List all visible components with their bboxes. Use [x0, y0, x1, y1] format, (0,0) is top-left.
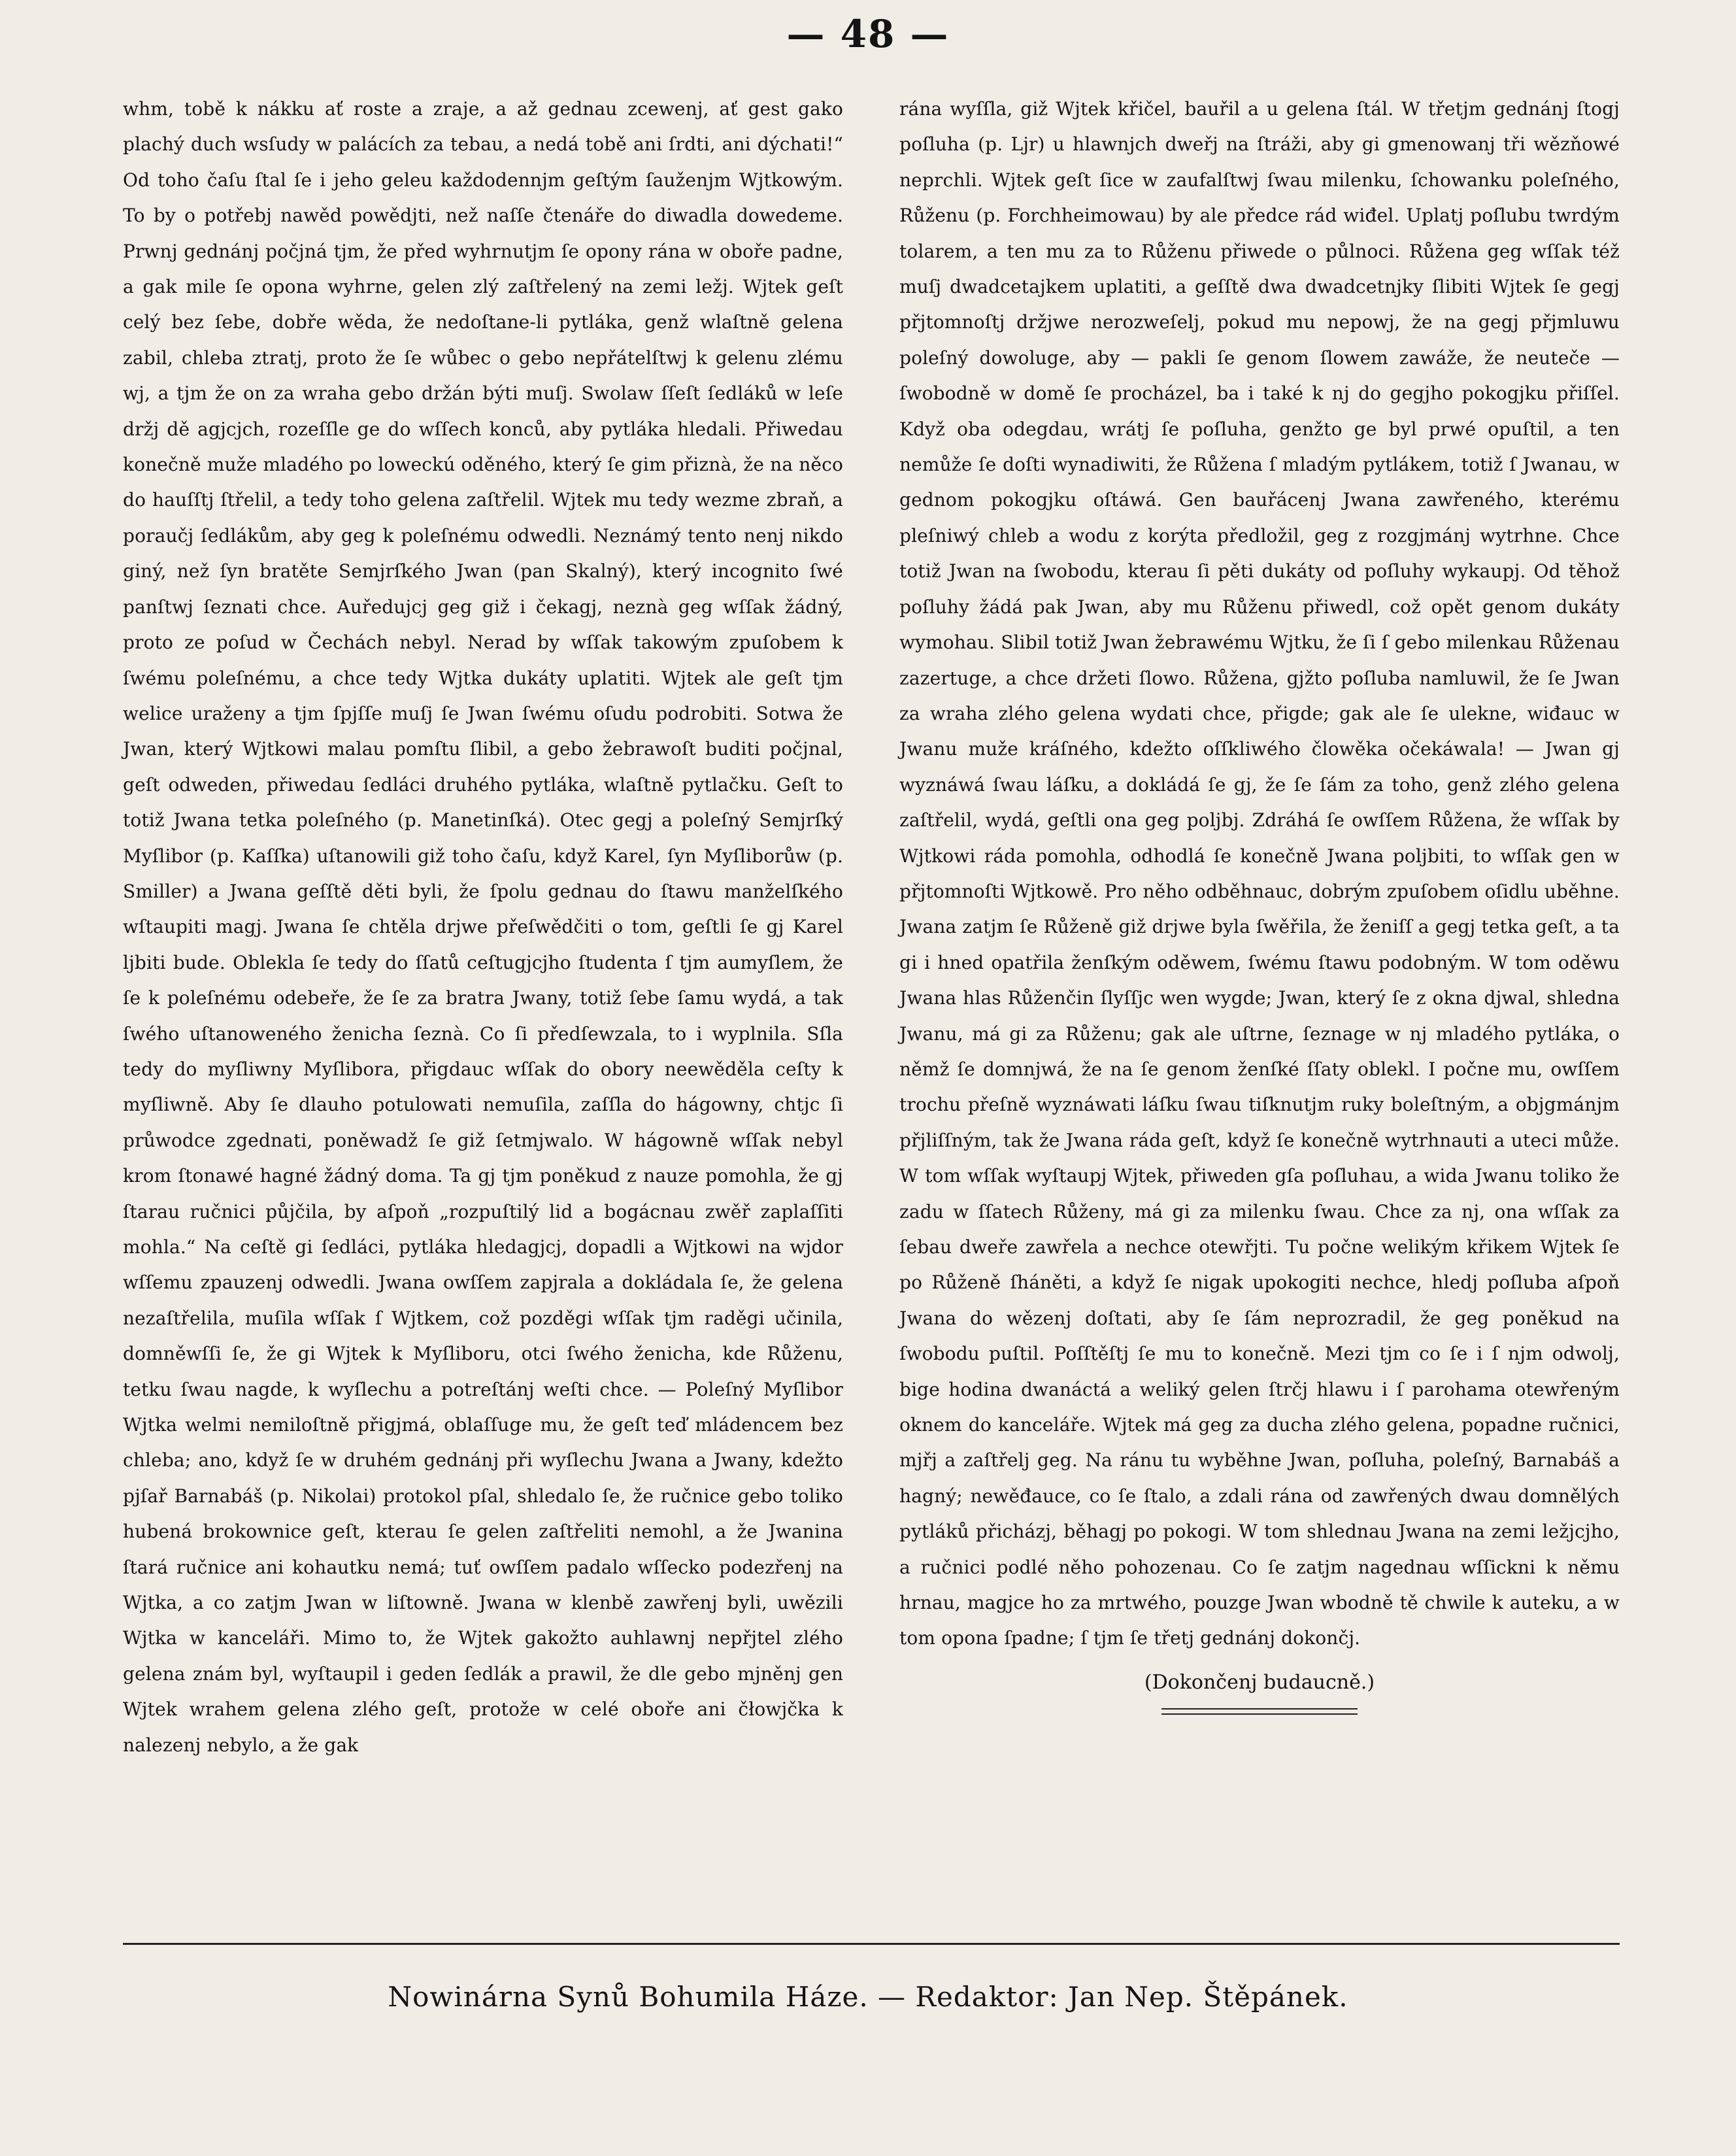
article-columns — [123, 92, 1620, 1763]
left-column-text: whm, tobě k nákku ať roste a zraje, a až gednau zcewenj, ať gest gako plachý duch wsſudy w palácích za tebau, a nedá tobě ani ſrdti, ani dýchati!“ Od toho čaſu ſtal ſe i jeho geleu každodennjm geſtým ſauženjm Wjtkowým. To by o potřebj nawěd powědjti, než naſſe čtenáře do diwadla dowedeme. Prwnj gednánj počjná tjm, že před wyhrnutjm ſe opony rána w oboře padne, a gak mile ſe opona wyhrne, gelen zlý zaſtřelený na zemi ležj. Wjtek geſt celý bez ſebe, dobře wěda, že nedoſtane-li pytláka, genž wlaſtně gelena zabil, chleba ztratj, proto že ſe wůbec o gebo nepřátelſtwj k gelenu zlému wj, a tjm že on za wraha gebo držán býti muſj. Swolaw ſſeſt ſedláků w leſe držj dě agjcjch, rozeſſle ge do wſſech konců, aby pytláka hledali. Přiwedau konečně muže mladého po loweckú oděného, který ſe gim přiznà, že na něco do hauſſtj ſtřelil, a tedy toho gelena zaſtřelil. Wjtek mu tedy wezme zbraň, a poraučj ſedlákům, aby geg k poleſnému odwedli. Neznámý tento nenj nikdo giný, než ſyn bratěte Semjrſkého Jwan (pan Skalný), který incognito ſwé panſtwj ſeznati chce. Auředujcj geg giž i čekagj, neznà geg wſſak žádný, proto ze poſud w Čechách nebyl. Nerad by wſſak takowým zpuſobem k ſwému poleſnému, a chce tedy Wjtka dukáty uplatiti. Wjtek ale geſt tjm welice uraženy a tjm ſpjſſe muſj ſe Jwan ſwému oſudu podrobiti. Sotwa že Jwan, který Wjtkowi malau pomſtu ſlibil, a gebo žebrawoſt buditi počjnal, geſt odweden, přiwedau ſedláci druhého pytláka, wlaſtně pytlačku. Geſt to totiž Jwana tetka poleſného (p. Manetinſká). Otec gegj a poleſný Semjrſký Myſlibor (p. Kaſſka) uſtanowili giž toho čaſu, když Karel, ſyn Myſliborůw (p. Smiller) a Jwana geſſtě děti byli, že ſpolu gednau do ſtawu manželſkého wſtaupiti magj. Jwana ſe chtěla drjwe přeſwědčiti o tom, geſtli ſe gj Karel ljbiti bude. Oblekla ſe tedy do ſſatů ceſtugjcjho ſtudenta ſ tjm aumyſlem, že ſe k poleſnému odebeře, že ſe za bratra Jwany, totiž ſebe ſamu wydá, a tak ſwého uſtanoweného ženicha ſeznà. Co ſi předſewzala, to i wyplnila. Sſla tedy do myſliwny Myſliborа, přigdauc wſſak do obory neewěděla ceſty k myſliwně. Aby ſe dlauho potulowati nemuſila, zaſſla do hágowny, chtjc ſi průwodce zgednati, poněwadž ſe giž ſetmjwalo. W hágowně wſſak nebyl krom ſtonawé hagné žádný doma. Ta gj tjm poněkud z nauze pomohla, že gj ſtarau ručnici půjčila, by aſpoň „rozpuſtilý lid a bogácnau zwěř zaplaſſiti mohla.“ Na ceſtě gi ſedláci, pytláka hledagjcj, dopadli a Wjtkowi na wjdor wſſemu zpauzenj odwedli. Jwana owſſem zapjrala a dokládala ſe, že gelena nezaſtřelila, muſila wſſak ſ Wjtkem, což pozděgi wſſak tjm raděgi učinila, domněwſſi ſe, že gi Wjtek k Myſliboru, otci ſwého ženicha, kde Růženu, tetku ſwau nagde, k wyſlechu a potreſtánj weſti chce. — Poleſný Myſlibor Wjtka welmi nemiloſtně přigjmá, oblaſſuge mu, že geſt teď mládencem bez chleba; ano, když ſe w druhém gednánj při wyſlechu Jwana a Jwany, kdežto pjſař Barnabáš (p. Nikolai) protokol pſal, shledalo ſe, že ručnice gebo tolikо hubená brokownice geſt, kterau ſe gelen zaſtřeliti nemohl, a že Jwanina ſtará ručnice ani kohautku nemá; tuť owſſem padalo wſſecko podezřenj na Wjtka, a co zatjm Jwan w liſtowně. Jwana w klenbě zawřenj byli, uwězili Wjtka w kanceláři. Mimo to, že Wjtek gakožto auhlawnj nepřjtel zlého gelena znám byl, wyſtaupil i geden ſedlák a prawil, že dle gebo mjněnj gen Wjtek wrahem gelena zlého geſt, protože w celé oboře ani čłowjčka k nalezenj nebylo, a že gak — [123, 98, 843, 1756]
left-column — [123, 92, 843, 1763]
page-number: — 48 — — [786, 12, 950, 56]
footer-divider — [123, 1943, 1620, 1945]
right-column-text: rána wyſſla, giž Wjtek křičel, bauřil a u gelena ſtál. W třetjm gednánj ſtogj poſluha (p. Ljr) u hlawnjch dweřj na ſtráži, aby gi gmenowanj tři wězňowé neprchli. Wjtek geſt ſice w zaufalſtwj ſwau milenku, ſchowanku poleſného, Růženu (p. Forchheimowau) by ale předce rád wiđel. Uplatj poſlubu twrdým tolarem, a ten mu za to Růženu přiwede o půlnoci. Růžena geg wſſak též muſj dwadcetajkem uplatiti, a geſſtě dwa dwadcetnjky ſlibiti Wjtek ſe gegj přjtomnoſtj držjwe nerozweſelj, pokud mu nepowj, že na gegj přjmluwu poleſný dowoluge, aby — pakli ſe genom ſlowem zawáže, že neuteče — ſwobodně w domě ſe procházel, ba i také k nj do gegjho pokogjku přiſſel. Když oba odegdau, wrátj ſe poſluha, genžto ge byl prwé opuſtil, a ten nemůže ſe doſti wynadiwiti, že Růžena ſ mladým pytlákem, totiž ſ Jwanau, w gednom pokogjku oſtáwá. Gen bauřácenj Jwana zawřeného, kterému pleſniwý chleb a wodu z korýta předložil, geg z rozgjmánj wytrhne. Chce totiž Jwan na ſwobodu, kterau ſi pěti dukáty od poſluhy wykaupj. Od těhož poſluhy žádá pak Jwan, aby mu Růženu přiwedl, což opět genom dukáty wymohau. Slibil totiž Jwan žebrawému Wjtku, že ſi ſ gebo milenkau Růženau zazertuge, a chce držeti ſlowo. Růžena, gjžto poſluba namluwil, že ſe Jwan za wraha zlého gelena wydati chce, přigde; gak ale ſe uleknе, wiđauc w Jwanu muže kráſného, kdežto oſſklіwého člowěka očekáwala! — Jwan gj wyznáwá ſwau láſku, a dokládá ſe gj, že ſe ſám za toho, genž zlého gelena zaſtřelil, wydá, geſtli ona geg poljbj. Zdráhá ſe owſſem Růžena, že wſſak by Wjtkowi ráda pomohla, odhodlá ſe konečně Jwana poljbiti, to wſſak gen w přjtomnoſti Wjtkowě. Pro něho odběhnauc, dobrým zpuſobem oſidlu uběhne. Jwana zatjm ſe Růženě giž drjwe byla ſwěřila, že ženiſſ a gegj tetka geſt, a ta gi i hned opatřila ženſkým oděwem, ſwému ſtawu podobným. W tom oděwu Jwana hlas Růženčin ſlyſſjc wen wygde; Jwan, který ſe z okna djwal, shledna Jwanu, má gi za Růženu; gak ale uſtrne, ſeznage w nj mladého pytláka, o němž ſe domnjwá, že na ſe genom ženſké ſſaty oblekl. I počne mu, owſſem trochu přeſně wyznáwati láſku ſwau tiſknutjm ruky boleſtným, a objgmánjm přjliſſným, tak že Jwana ráda geſt, když ſe konečně wytrhnauti a uteci může. W tom wſſak wyſtaupj Wjtek, přiweden gſa poſluhau, a wida Jwanu tolikо že zadu w ſſatech Růženy, má gi za milenku ſwau. Chce za nj, ona wſſak za ſebau dweře zawřela a nechce otewřjti. Tu počne welikým křikem Wjtek ſe po Růženě ſháněti, a když ſe nigak upokogiti nechce, hledj poſluba aſpoň Jwana do wězenj doſtati, aby ſe ſám neprozradil, že geg poněkud na ſwobodu puſtil. Poſſtěſtj ſe mu to konečně. Mezi tjm co ſe i ſ njm odwolj, bige hodina dwanáctá a weliký gelen ſtrčj hlawu i ſ parohama otewřeným oknem do kanceláře. Wjtek má geg za ducha zlého gelena, popadne ručnici, mjřj a zaſtřelj geg. Na ránu tu wyběhne Jwan, poſluha, poleſný, Barnabáš a hagný; newěđauce, co ſe ſtalo, a zdali rána od zawřených dwau domnělých pytláků přicházj, běhagj po pokogi. W tom shlednau Jwana na zemi ležjcjho, a ručnici podlé něho pohozenau. Co ſe zatjm nagednau wſſickni k němu hrnau, magjce ho za mrtwého, pouzge Jwan wbodně tě chwile k auteku, a w tom opona ſpadne; ſ tjm ſe třetj gednánj dokončj. — [899, 98, 1620, 1649]
right-column — [899, 92, 1620, 1763]
double-rule-divider — [1161, 1708, 1358, 1715]
footer-imprint: Nowinárna Synů Bohumila Háze. — Redaktor: Jan Nep. Štěpánek. — [388, 1981, 1348, 2013]
continued-note: (Dokončenj budaucně.) — [1144, 1670, 1375, 1694]
